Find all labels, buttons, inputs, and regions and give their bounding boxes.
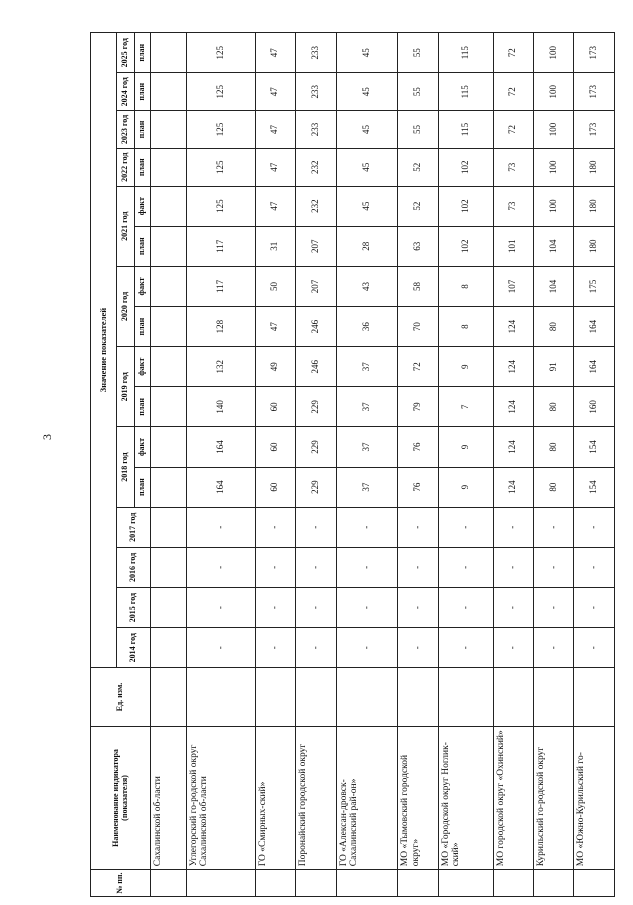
indicator-name-cell: Сахалинской об-ласти bbox=[151, 726, 187, 870]
value-cell: 233 bbox=[296, 33, 336, 73]
value-cell: - bbox=[493, 507, 533, 547]
header-plan: план bbox=[135, 33, 151, 73]
unit-cell bbox=[574, 668, 615, 726]
value-cell: 102 bbox=[438, 186, 493, 226]
value-cell bbox=[151, 547, 187, 587]
value-cell: 80 bbox=[534, 427, 574, 467]
value-cell: - bbox=[186, 587, 255, 627]
value-cell: 124 bbox=[493, 387, 533, 427]
value-cell: 100 bbox=[534, 148, 574, 186]
value-cell bbox=[151, 427, 187, 467]
value-cell: 125 bbox=[186, 148, 255, 186]
header-year-2018: 2018 год bbox=[117, 427, 135, 507]
header-year-2020: 2020 год bbox=[117, 266, 135, 346]
value-cell: - bbox=[296, 587, 336, 627]
value-cell: 37 bbox=[336, 347, 398, 387]
value-cell: 76 bbox=[398, 467, 438, 507]
value-cell: 173 bbox=[574, 111, 615, 149]
value-cell: 60 bbox=[255, 387, 295, 427]
table-row bbox=[296, 33, 336, 897]
table-row bbox=[438, 33, 493, 897]
value-cell: 232 bbox=[296, 186, 336, 226]
value-cell: 47 bbox=[255, 73, 295, 111]
rotated-table-container bbox=[90, 32, 615, 897]
value-cell: 100 bbox=[534, 33, 574, 73]
unit-cell bbox=[296, 668, 336, 726]
value-cell: - bbox=[438, 547, 493, 587]
header-fact: факт bbox=[135, 266, 151, 306]
value-cell bbox=[151, 33, 187, 73]
value-cell: 52 bbox=[398, 186, 438, 226]
header-year-2019: 2019 год bbox=[117, 347, 135, 427]
value-cell: 102 bbox=[438, 148, 493, 186]
value-cell: 72 bbox=[493, 111, 533, 149]
value-cell: 55 bbox=[398, 33, 438, 73]
value-cell: 173 bbox=[574, 73, 615, 111]
value-cell: - bbox=[336, 547, 398, 587]
header-fact: факт bbox=[135, 186, 151, 226]
value-cell bbox=[151, 467, 187, 507]
value-cell: 36 bbox=[336, 307, 398, 347]
value-cell: 132 bbox=[186, 347, 255, 387]
value-cell: - bbox=[574, 507, 615, 547]
value-cell: - bbox=[493, 547, 533, 587]
value-cell bbox=[151, 347, 187, 387]
value-cell: - bbox=[398, 628, 438, 668]
value-cell: 45 bbox=[336, 186, 398, 226]
value-cell: 37 bbox=[336, 467, 398, 507]
value-cell: - bbox=[574, 587, 615, 627]
value-cell: 58 bbox=[398, 266, 438, 306]
value-cell: 63 bbox=[398, 226, 438, 266]
unit-cell bbox=[151, 668, 187, 726]
indicator-name-cell: ГО «Смирных-ский» bbox=[255, 726, 295, 870]
value-cell: 72 bbox=[398, 347, 438, 387]
value-cell: 73 bbox=[493, 186, 533, 226]
header-num: № пп. bbox=[91, 870, 151, 897]
indicator-name-cell: Углегорский го-родской округ Сахалинской об-ласти bbox=[186, 726, 255, 870]
table-row bbox=[255, 33, 295, 897]
value-cell: 180 bbox=[574, 186, 615, 226]
value-cell: 124 bbox=[493, 467, 533, 507]
value-cell: 117 bbox=[186, 266, 255, 306]
header-year-2014: 2014 год bbox=[117, 628, 151, 668]
value-cell: 175 bbox=[574, 266, 615, 306]
value-cell: - bbox=[438, 628, 493, 668]
value-cell: - bbox=[255, 547, 295, 587]
value-cell: 246 bbox=[296, 307, 336, 347]
value-cell bbox=[151, 226, 187, 266]
value-cell: 45 bbox=[336, 33, 398, 73]
value-cell: 47 bbox=[255, 148, 295, 186]
value-cell: - bbox=[255, 507, 295, 547]
value-cell: 72 bbox=[493, 73, 533, 111]
value-cell: - bbox=[296, 507, 336, 547]
header-year-2022: 2022 год bbox=[117, 148, 135, 186]
unit-cell bbox=[534, 668, 574, 726]
row-number-cell bbox=[398, 870, 438, 897]
header-unit: Ед. изм. bbox=[91, 668, 151, 726]
value-cell: 104 bbox=[534, 226, 574, 266]
value-cell: 28 bbox=[336, 226, 398, 266]
value-cell: - bbox=[255, 628, 295, 668]
value-cell: 80 bbox=[534, 387, 574, 427]
value-cell: 115 bbox=[438, 33, 493, 73]
row-number-cell bbox=[336, 870, 398, 897]
value-cell: 180 bbox=[574, 226, 615, 266]
value-cell: 164 bbox=[574, 347, 615, 387]
value-cell: - bbox=[534, 547, 574, 587]
value-cell: 128 bbox=[186, 307, 255, 347]
header-year-2016: 2016 год bbox=[117, 547, 151, 587]
value-cell: 125 bbox=[186, 33, 255, 73]
unit-cell bbox=[255, 668, 295, 726]
value-cell bbox=[151, 307, 187, 347]
value-cell: - bbox=[534, 507, 574, 547]
value-cell: - bbox=[398, 547, 438, 587]
value-cell: 229 bbox=[296, 467, 336, 507]
indicator-name-cell: МО «Южно-Курильский го- bbox=[574, 726, 615, 870]
value-cell: 173 bbox=[574, 33, 615, 73]
value-cell: 160 bbox=[574, 387, 615, 427]
value-cell: 164 bbox=[186, 427, 255, 467]
table-row bbox=[493, 33, 533, 897]
value-cell: 60 bbox=[255, 467, 295, 507]
value-cell: - bbox=[186, 628, 255, 668]
value-cell: 37 bbox=[336, 387, 398, 427]
unit-cell bbox=[398, 668, 438, 726]
row-number-cell bbox=[255, 870, 295, 897]
indicator-name-cell: Курильский го-родской округ bbox=[534, 726, 574, 870]
value-cell: - bbox=[296, 628, 336, 668]
value-cell: 49 bbox=[255, 347, 295, 387]
header-values: Значение показателей bbox=[91, 33, 117, 668]
table-body bbox=[151, 33, 615, 897]
indicator-name-cell: ГО «Алексан-дровск-Сахалинский рай-он» bbox=[336, 726, 398, 870]
value-cell: 229 bbox=[296, 387, 336, 427]
value-cell: 8 bbox=[438, 266, 493, 306]
page-number: 3 bbox=[40, 434, 54, 440]
header-plan: план bbox=[135, 387, 151, 427]
value-cell: - bbox=[493, 628, 533, 668]
indicator-name-cell: МО «Тымовский городской округ» bbox=[398, 726, 438, 870]
header-year-2021: 2021 год bbox=[117, 186, 135, 266]
header-year-2015: 2015 год bbox=[117, 587, 151, 627]
value-cell: - bbox=[438, 507, 493, 547]
table-row bbox=[398, 33, 438, 897]
row-number-cell bbox=[296, 870, 336, 897]
value-cell: 124 bbox=[493, 307, 533, 347]
row-number-cell bbox=[186, 870, 255, 897]
unit-cell bbox=[493, 668, 533, 726]
header-year-2024: 2024 год bbox=[117, 73, 135, 111]
value-cell bbox=[151, 628, 187, 668]
value-cell: 79 bbox=[398, 387, 438, 427]
value-cell: - bbox=[438, 587, 493, 627]
value-cell: 47 bbox=[255, 33, 295, 73]
value-cell: 55 bbox=[398, 111, 438, 149]
row-number-cell bbox=[493, 870, 533, 897]
indicator-name-cell: Поронайский городской округ bbox=[296, 726, 336, 870]
value-cell: - bbox=[534, 628, 574, 668]
unit-cell bbox=[186, 668, 255, 726]
value-cell: 125 bbox=[186, 73, 255, 111]
value-cell: 107 bbox=[493, 266, 533, 306]
value-cell: - bbox=[336, 587, 398, 627]
value-cell bbox=[151, 266, 187, 306]
indicator-name-cell: МО «Городской округ Ноглик-ский» bbox=[438, 726, 493, 870]
value-cell: - bbox=[574, 628, 615, 668]
value-cell: 80 bbox=[534, 467, 574, 507]
value-cell: 124 bbox=[493, 427, 533, 467]
value-cell: 45 bbox=[336, 73, 398, 111]
value-cell: - bbox=[398, 507, 438, 547]
table-row bbox=[336, 33, 398, 897]
value-cell bbox=[151, 186, 187, 226]
value-cell: 207 bbox=[296, 226, 336, 266]
value-cell: - bbox=[398, 587, 438, 627]
header-plan: план bbox=[135, 467, 151, 507]
row-number-cell bbox=[438, 870, 493, 897]
value-cell: - bbox=[186, 547, 255, 587]
header-year-2025: 2025 год bbox=[117, 33, 135, 73]
value-cell: 9 bbox=[438, 347, 493, 387]
value-cell bbox=[151, 507, 187, 547]
header-plan: план bbox=[135, 73, 151, 111]
value-cell: 102 bbox=[438, 226, 493, 266]
value-cell bbox=[151, 73, 187, 111]
value-cell: 233 bbox=[296, 111, 336, 149]
value-cell: 37 bbox=[336, 427, 398, 467]
value-cell: - bbox=[336, 628, 398, 668]
header-year-2023: 2023 год bbox=[117, 111, 135, 149]
value-cell: 100 bbox=[534, 111, 574, 149]
header-plan: план bbox=[135, 111, 151, 149]
value-cell: 47 bbox=[255, 307, 295, 347]
value-cell: 52 bbox=[398, 148, 438, 186]
value-cell: 104 bbox=[534, 266, 574, 306]
value-cell: 70 bbox=[398, 307, 438, 347]
value-cell: 154 bbox=[574, 467, 615, 507]
value-cell: 43 bbox=[336, 266, 398, 306]
table-row bbox=[151, 33, 187, 897]
row-number-cell bbox=[534, 870, 574, 897]
header-name: Наименование индикатора (показателя) bbox=[91, 726, 151, 870]
value-cell bbox=[151, 587, 187, 627]
value-cell: 246 bbox=[296, 347, 336, 387]
row-number-cell bbox=[574, 870, 615, 897]
table-row bbox=[186, 33, 255, 897]
value-cell: - bbox=[255, 587, 295, 627]
value-cell: 47 bbox=[255, 186, 295, 226]
value-cell: 8 bbox=[438, 307, 493, 347]
value-cell: 164 bbox=[574, 307, 615, 347]
value-cell: 232 bbox=[296, 148, 336, 186]
value-cell: 125 bbox=[186, 111, 255, 149]
header-plan: план bbox=[135, 148, 151, 186]
value-cell: 101 bbox=[493, 226, 533, 266]
value-cell: - bbox=[336, 507, 398, 547]
value-cell: 164 bbox=[186, 467, 255, 507]
value-cell: 207 bbox=[296, 266, 336, 306]
value-cell bbox=[151, 387, 187, 427]
header-fact: факт bbox=[135, 347, 151, 387]
value-cell: 9 bbox=[438, 427, 493, 467]
value-cell: - bbox=[186, 507, 255, 547]
table-row bbox=[574, 33, 615, 897]
header-plan: план bbox=[135, 226, 151, 266]
value-cell: 45 bbox=[336, 148, 398, 186]
value-cell: - bbox=[534, 587, 574, 627]
value-cell: 9 bbox=[438, 467, 493, 507]
value-cell: 115 bbox=[438, 73, 493, 111]
value-cell: 229 bbox=[296, 427, 336, 467]
value-cell: 50 bbox=[255, 266, 295, 306]
unit-cell bbox=[438, 668, 493, 726]
header-plan: план bbox=[135, 307, 151, 347]
value-cell: 115 bbox=[438, 111, 493, 149]
value-cell: 72 bbox=[493, 33, 533, 73]
value-cell: 60 bbox=[255, 427, 295, 467]
value-cell: 100 bbox=[534, 73, 574, 111]
value-cell: 233 bbox=[296, 73, 336, 111]
value-cell: 55 bbox=[398, 73, 438, 111]
value-cell: 45 bbox=[336, 111, 398, 149]
value-cell: 80 bbox=[534, 307, 574, 347]
unit-cell bbox=[336, 668, 398, 726]
indicator-name-cell: МО городской округ «Охинский» bbox=[493, 726, 533, 870]
value-cell: 100 bbox=[534, 186, 574, 226]
table-row bbox=[534, 33, 574, 897]
value-cell: 76 bbox=[398, 427, 438, 467]
indicator-table bbox=[90, 32, 615, 897]
value-cell: - bbox=[493, 587, 533, 627]
value-cell: 91 bbox=[534, 347, 574, 387]
value-cell: - bbox=[574, 547, 615, 587]
value-cell: 154 bbox=[574, 427, 615, 467]
row-number-cell bbox=[151, 870, 187, 897]
value-cell: 124 bbox=[493, 347, 533, 387]
value-cell: 7 bbox=[438, 387, 493, 427]
header-year-2017: 2017 год bbox=[117, 507, 151, 547]
value-cell: 140 bbox=[186, 387, 255, 427]
value-cell: - bbox=[296, 547, 336, 587]
value-cell: 117 bbox=[186, 226, 255, 266]
value-cell: 180 bbox=[574, 148, 615, 186]
value-cell: 73 bbox=[493, 148, 533, 186]
header-fact: факт bbox=[135, 427, 151, 467]
value-cell bbox=[151, 148, 187, 186]
value-cell bbox=[151, 111, 187, 149]
value-cell: 31 bbox=[255, 226, 295, 266]
value-cell: 47 bbox=[255, 111, 295, 149]
value-cell: 125 bbox=[186, 186, 255, 226]
